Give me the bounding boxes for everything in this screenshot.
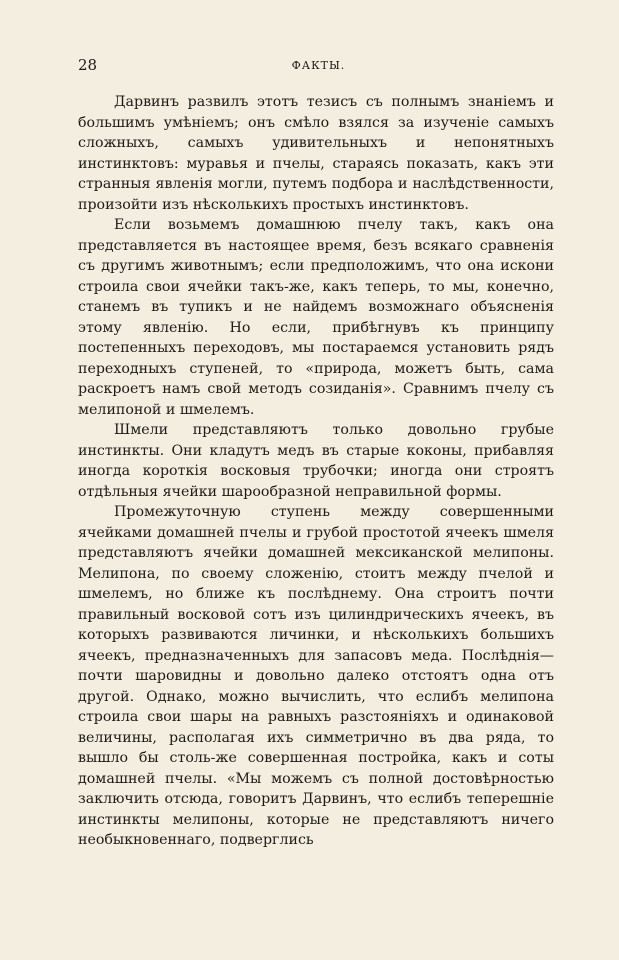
page-header bbox=[78, 56, 559, 80]
paragraph: Шмели представляютъ только довольно грубые инстинкты. Они кладутъ медъ въ старые коконы, прибавляя иногда короткія восковыя трубочки; иногда они строятъ отдѣльныя ячейки шарообразной неправильной формы. bbox=[78, 422, 554, 500]
paragraph: Дарвинъ развилъ этотъ тезисъ съ полнымъ знаніемъ и большимъ умѣніемъ; онъ смѣло взялся за изученіе самыхъ сложныхъ, самыхъ удивительныхъ и непонятныхъ инстинктовъ: муравья и пчелы, стараясь показать, какъ эти странныя явленія могли, путемъ подбора и наслѣдственности, произойти изъ нѣсколькихъ простыхъ инстинктовъ. bbox=[78, 94, 554, 213]
page-number: 28 bbox=[78, 56, 98, 74]
body-text bbox=[78, 92, 554, 851]
running-title: ФАКТЫ. bbox=[291, 59, 346, 72]
paragraph: Если возьмемъ домашнюю пчелу такъ, какъ она представляется въ настоящее время, безъ всякаго сравненія съ другимъ животнымъ; если предположимъ, что она искони строила свои ячейки такъ-же, какъ теперь, то мы, конечно, станемъ въ тупикъ и не найдемъ возможнаго объясненія этому явленію. Но если, прибѣгнувъ къ принципу постепенныхъ переходовъ, мы постараемся установить рядъ переходныхъ ступеней, то «природа, можетъ быть, сама раскроетъ намъ свой методъ созиданія». Сравнимъ пчелу съ мелипоной и шмелемъ. bbox=[78, 217, 554, 418]
paragraph: Промежуточную ступень между совершенными ячейками домашней пчелы и грубой простотой ячеекъ шмеля представляютъ ячейки домашней мексиканской мелипоны. Мелипона, по своему сложенію, стоитъ между пчелой и шмелемъ, но ближе къ послѣднему. Она строитъ почти правильный восковой сотъ изъ цилиндрическихъ ячеекъ, въ которыхъ развиваются личинки, и нѣсколькихъ большихъ ячеекъ, предназначенныхъ для запасовъ меда. Послѣднія—почти шаровидны и довольно далеко отстоятъ одна отъ другой. Однако, можно вычислить, что еслибъ мелипона строила свои шары на равныхъ разстояніяхъ и одинаковой величины, располагая ихъ симметрично въ два ряда, то вышло бы столь-же совершенная постройка, какъ и соты домашней пчелы. «Мы можемъ съ полной достовѣрностью заключить отсюда, говоритъ Дарвинъ, что еслибъ теперешніе инстинкты мелипоны, которые не представляютъ ничего необыкновеннаго, подверглись bbox=[78, 504, 554, 848]
